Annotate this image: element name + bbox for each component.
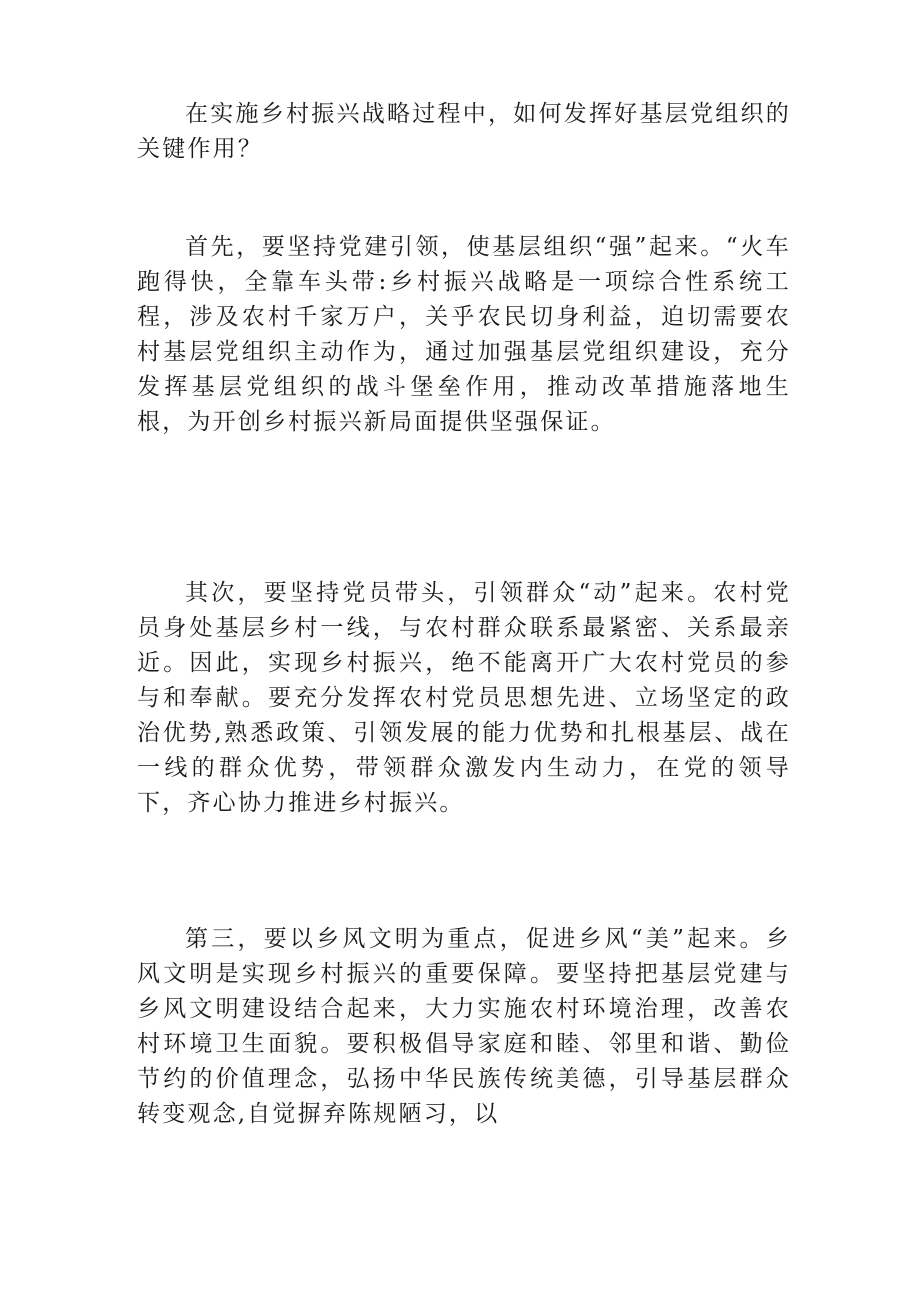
first-point-paragraph: 首先，要坚持党建引领，使基层组织“强”起来。“火车跑得快，全靠车头带:乡村振兴战略是一项综合性系统工程，涉及农村千家万户，关乎农民切身利益，迫切需要农村基层党组织主动作为，通过加强基层党组织建设，充分发挥基层党组织的战斗堡垒作用，推动改革措施落地生根，为开创乡村振兴新局面提供坚强保证。: [137, 234, 791, 435]
second-point-paragraph: 其次，要坚持党员带头，引领群众“动”起来。农村党员身处基层乡村一线，与农村群众联系最紧密、关系最亲近。因此，实现乡村振兴，绝不能离开广大农村党员的参与和奉献。要充分发挥农村党员思想先进、立场坚定的政治优势,熟悉政策、引领发展的能力优势和扎根基层、战在一线的群众优势，带领群众激发内生动力，在党的领导下，齐心协力推进乡村振兴。: [137, 580, 791, 816]
third-point-paragraph: 第三，要以乡风文明为重点，促进乡风“美”起来。乡风文明是实现乡村振兴的重要保障。要坚持把基层党建与乡风文明建设结合起来，大力实施农村环境治理，改善农村环境卫生面貌。要积极倡导家庭和睦、邻里和谐、勤俭节约的价值理念，弘扬中华民族传统美德，引导基层群众转变观念,自觉摒弃陈规陋习，以: [137, 926, 791, 1127]
question-paragraph: 在实施乡村振兴战略过程中，如何发挥好基层党组织的关键作用？: [137, 101, 791, 162]
